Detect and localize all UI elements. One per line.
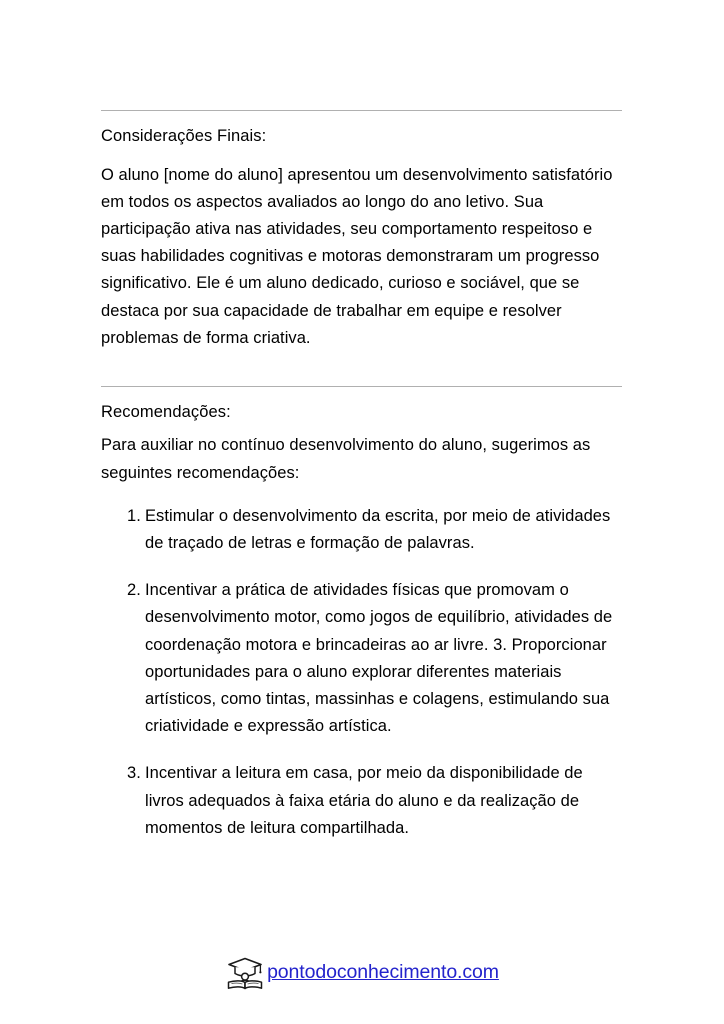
divider-spacer bbox=[101, 352, 622, 387]
list-item: Incentivar a leitura em casa, por meio da disponibilidade de livros adequados à faixa etária do aluno e da realização de momentos de leitura compartilhada. bbox=[145, 764, 583, 837]
section-heading-recomendacoes: Recomendações: bbox=[101, 402, 231, 421]
paragraph-recomendacoes-intro: Para auxiliar no contínuo desenvolvimento do aluno, sugerimos as seguintes recomendações: bbox=[101, 436, 591, 482]
page-footer bbox=[0, 952, 724, 992]
recommendations-list bbox=[101, 487, 622, 842]
list-item: Incentivar a prática de atividades físicas que promovam o desenvolvimento motor, como jogos de equilíbrio, atividades de coordenação motora e brincadeiras ao ar livre. 3. Proporcionar oportunidades para o aluno explorar diferentes materiais artísticos, como tintas, massinhas e colagens, estimulando sua criatividade e expressão artística. bbox=[145, 581, 613, 736]
section-heading-consideracoes-finais: Considerações Finais: bbox=[101, 127, 267, 145]
graduate-reading-book-icon bbox=[225, 952, 267, 992]
site-link[interactable]: pontodoconhecimento.com bbox=[267, 961, 499, 983]
paragraph-consideracoes-finais: O aluno [nome do aluno] apresentou um desenvolvimento satisfatório em todos os aspectos avaliados ao longo do ano letivo. Sua participação ativa nas atividades, seu comportamento respeitoso e suas habilidades cognitivas e motoras demonstraram um progresso significativo. Ele é um aluno dedicado, curioso e sociável, que se destaca por sua capacidade de trabalhar em equipe e resolver problemas de forma criativa. bbox=[101, 165, 613, 347]
list-item: Estimular o desenvolvimento da escrita, por meio de atividades de traçado de letras e formação de palavras. bbox=[145, 506, 611, 553]
document-content bbox=[101, 110, 622, 842]
